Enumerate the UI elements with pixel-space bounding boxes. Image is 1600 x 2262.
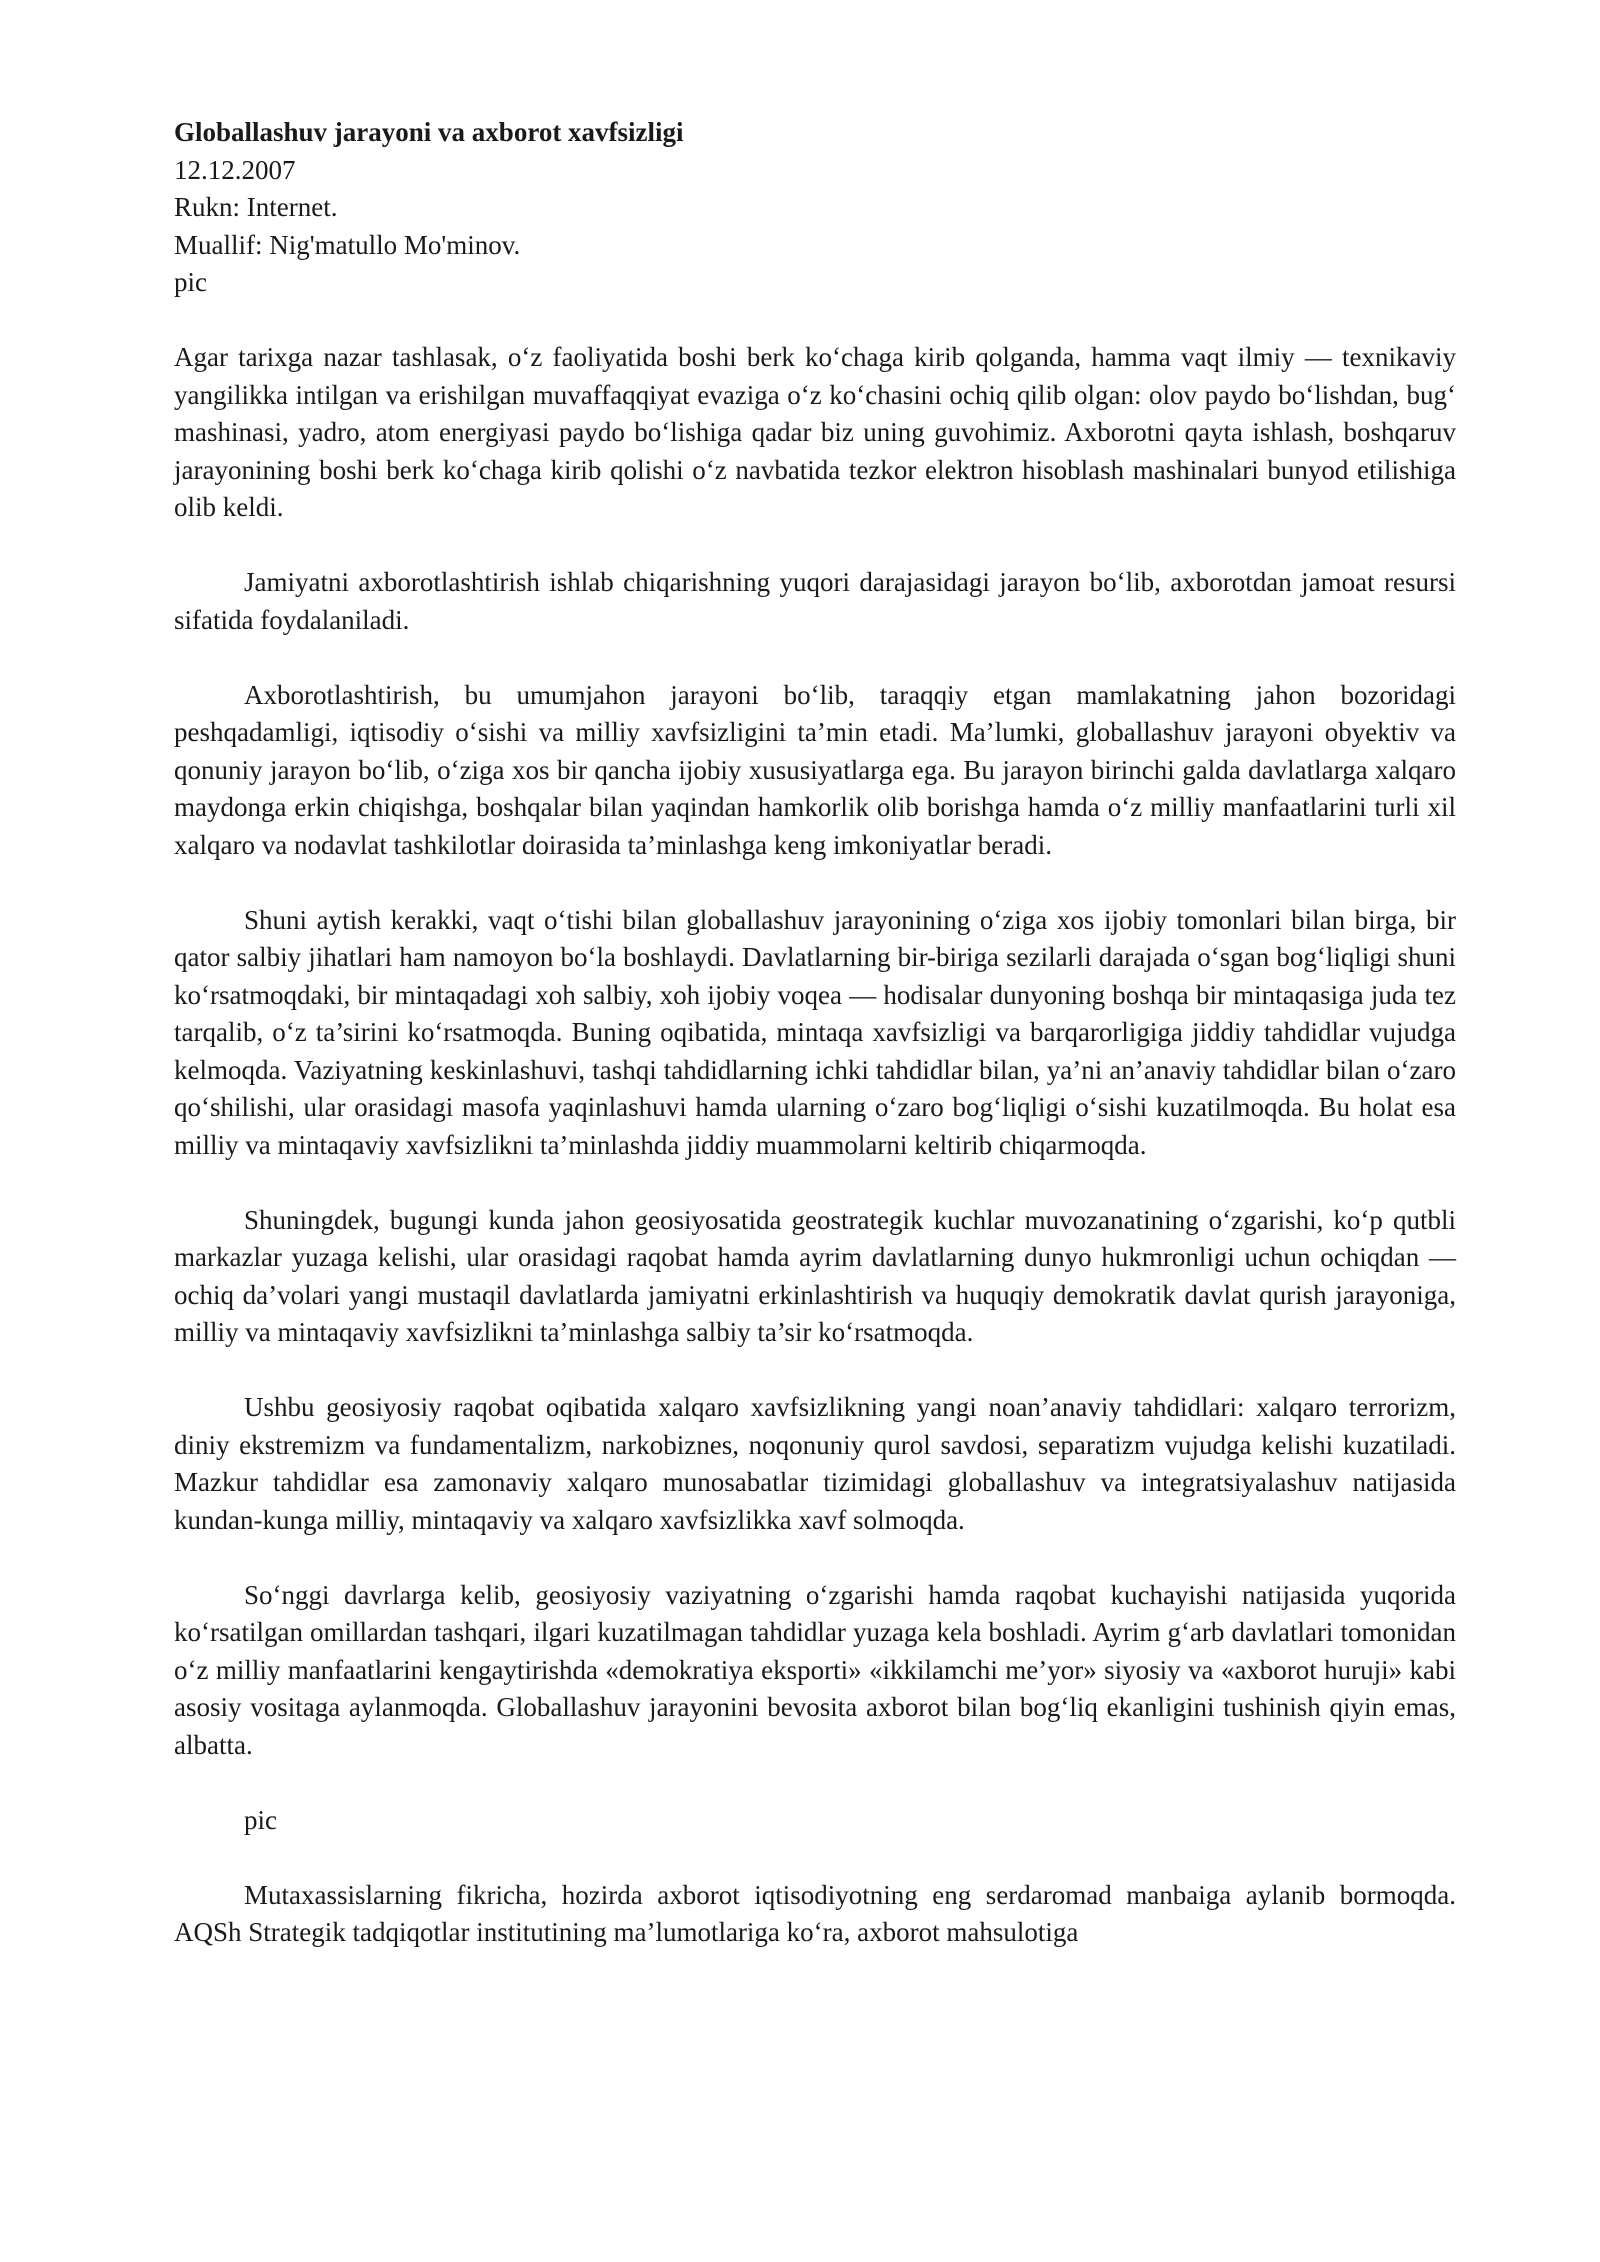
image-placeholder-label: pic — [174, 267, 207, 297]
pic-label-text: pic — [244, 1804, 277, 1835]
paragraph-text: Shuningdek, bugungi kunda jahon geosiyosatida geostrategik kuchlar muvozanatining o‘zgarishi, ko‘p qutbli markazlar yuzaga kelishi, ular orasidagi raqobat hamda ayrim davlatlarning dunyo hukmronligi uchun ochiqdan — ochiq da’volari yangi mustaqil davlatlarda jamiyatni erkinlashtirish va huquqiy demokratik davlat qurish jarayoniga, milliy va mintaqaviy xavfsizlikni ta’minlashga salbiy ta’sir ko‘rsatmoqda. — [174, 1204, 1456, 1347]
image-placeholder-label — [174, 1802, 1456, 1840]
paragraph — [174, 339, 1456, 527]
paragraph-text: Axborotlashtirish, bu umumjahon jarayoni bo‘lib, taraqqiy etgan mamlakatning jahon bozoridagi peshqadamligi, iqtisodiy o‘sishi va milliy xavfsizligini ta’min etadi. Ma’lumki, globallashuv jarayoni obyektiv va qonuniy jarayon bo‘lib, o‘ziga xos bir qancha ijobiy xususiyatlarga ega. Bu jarayon birinchi galda davlatlarga xalqaro maydonga erkin chiqishga, boshqalar bilan yaqindan hamkorlik olib borishga hamda o‘z milliy manfaatlarini turli xil xalqaro va nodavlat tashkilotlar doirasida ta’minlashga keng imkoniyatlar beradi. — [174, 679, 1456, 860]
article-rubric: Rukn: Internet. — [174, 192, 338, 222]
paragraph — [174, 1877, 1456, 1952]
paragraph-text: Shuni aytish kerakki, vaqt o‘tishi bilan globallashuv jarayonining o‘ziga xos ijobiy tomonlari bilan birga, bir qator salbiy jihatlari ham namoyon bo‘la boshlaydi. Davlatlarning bir-biriga sezilarli darajada o‘sgan bog‘liqligi shuni ko‘rsatmoqdaki, bir mintaqadagi xoh salbiy, xoh ijobiy voqea — hodisalar dunyoning boshqa bir mintaqasiga juda tez tarqalib, o‘z ta’sirini ko‘rsatmoqda. Buning oqibatida, mintaqa xavfsizligi va barqarorligiga jiddiy tahdidlar vujudga kelmoqda. Vaziyatning keskinlashuvi, tashqi tahdidlarning ichki tahdidlar bilan, ya’ni an’anaviy tahdidlar bilan o‘zaro qo‘shilishi, ular orasidagi masofa yaqinlashuvi hamda ularning o‘zaro bog‘liqligi o‘sishi kuzatilmoqda. Bu holat esa milliy va mintaqaviy xavfsizlikni ta’minlashda jiddiy muammolarni keltirib chiqarmoqda. — [174, 904, 1456, 1160]
document-page — [174, 114, 1456, 1989]
article-date: 12.12.2007 — [174, 154, 296, 185]
paragraph-text: Ushbu geosiyosiy raqobat oqibatida xalqaro xavfsizlikning yangi noan’anaviy tahdidlari: xalqaro terrorizm, diniy ekstremizm va fundamentalizm, narkobiznes, noqonuniy qurol savdosi, separatizm vujudga kelishi kuzatiladi. Mazkur tahdidlar esa zamonaviy xalqaro munosabatlar tizimidagi globallashuv va integratsiyalashuv natijasida kundan-kunga milliy, mintaqaviy va xalqaro xavfsizlikka xavf solmoqda. — [174, 1392, 1456, 1535]
paragraph — [174, 1389, 1456, 1539]
paragraph-text: Mutaxassislarning fikricha, hozirda axborot iqtisodiyotning eng serdaromad manbaiga aylanib bormoqda. AQSh Strategik tadqiqotlar institutining ma’lumotlariga ko‘ra, axborot mahsulotiga — [174, 1879, 1456, 1947]
paragraph — [174, 902, 1456, 1165]
paragraph — [174, 564, 1456, 639]
paragraph-text: Agar tarixga nazar tashlasak, o‘z faoliyatida boshi berk ko‘chaga kirib qolganda, hamma vaqt ilmiy — texnikaviy yangilikka intilgan va erishilgan muvaffaqqiyat evaziga o‘z ko‘chasini ochiq qilib olgan: olov paydo bo‘lishdan, bug‘ mashinasi, yadro, atom energiyasi paydo bo‘lishiga qadar biz uning guvohimiz. Axborotni qayta ishlash, boshqaruv jarayonining boshi berk ko‘chaga kirib qolishi o‘z navbatida tezkor elektron hisoblash mashinalari bunyod etilishiga olib keldi. — [174, 342, 1456, 522]
paragraph — [174, 677, 1456, 865]
article-author: Muallif: Nig'matullo Mo'minov. — [174, 229, 521, 260]
paragraph — [174, 1202, 1456, 1352]
paragraph-text: Jamiyatni axborotlashtirish ishlab chiqarishning yuqori darajasidagi jarayon bo‘lib, axborotdan jamoat resursi sifatida foydalaniladi. — [174, 567, 1456, 635]
spacer — [174, 302, 1456, 340]
paragraph — [174, 1577, 1456, 1765]
paragraph-text: So‘nggi davrlarga kelib, geosiyosiy vaziyatning o‘zgarishi hamda raqobat kuchayishi natijasida yuqorida ko‘rsatilgan omillardan tashqari, ilgari kuzatilmagan tahdidlar yuzaga kela boshladi. Ayrim g‘arb davlatlari tomonidan o‘z milliy manfaatlarini kengaytirishda «demokratiya eksporti» «ikkilamchi me’yor» siyosiy va «axborot huruji» kabi asosiy vositaga aylanmoqda. Globallashuv jarayonini bevosita axborot bilan bog‘liq ekanligini tushinish qiyin emas, albatta. — [174, 1579, 1456, 1760]
article-title: Globallashuv jarayoni va axborot xavfsizligi — [174, 117, 684, 147]
